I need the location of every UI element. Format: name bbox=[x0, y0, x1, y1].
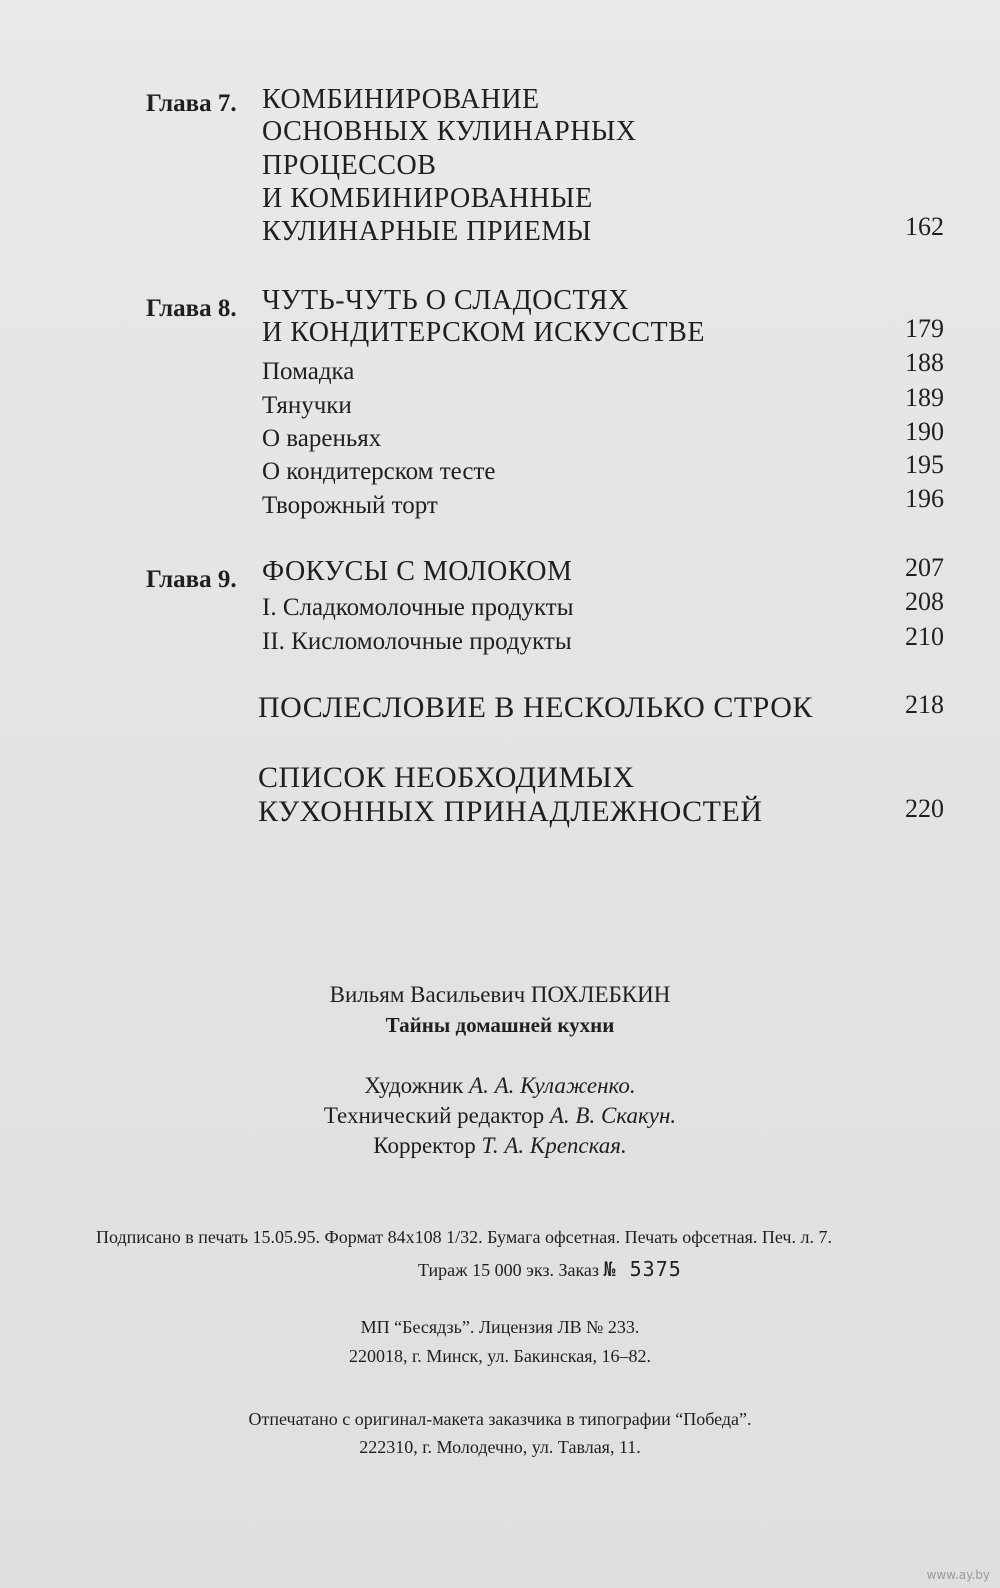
author-name: Вильям Васильевич ПОХЛЕБКИН bbox=[329, 982, 671, 1007]
credit-artist bbox=[0, 1073, 1000, 1099]
toc-item-sladkomolochnye-page: 208 bbox=[905, 587, 944, 616]
print-info: Подписано в печать 15.05.95. Формат 84x108 1/32. Бумага офсетная. Печать офсетная. Печ. л. 7. bbox=[96, 1227, 832, 1247]
order-number-stamp: № 5375 bbox=[603, 1257, 682, 1281]
chapter-8-label: Глава 8. bbox=[146, 295, 237, 322]
publisher: МП “Бесядзь”. Лицензия ЛВ № 233. bbox=[360, 1317, 640, 1337]
run-info bbox=[418, 1257, 682, 1281]
credit-tech-editor bbox=[0, 1103, 1000, 1129]
toc-item-tvorozhny-tort-page: 196 bbox=[905, 484, 944, 513]
list-page: 220 bbox=[905, 794, 944, 823]
chapter-8-title-line-1: ЧУТЬ-ЧУТЬ О СЛАДОСТЯХ bbox=[262, 285, 629, 316]
toc-item-pomadka-page: 188 bbox=[905, 348, 944, 377]
chapter-7-title-line-5: КУЛИНАРНЫЕ ПРИЕМЫ bbox=[262, 216, 592, 247]
chapter-7-page: 162 bbox=[905, 212, 944, 241]
toc-item-kislomolochnye: II. Кисломолочные продукты bbox=[262, 628, 572, 655]
toc-item-varenya: О вареньях bbox=[262, 425, 382, 452]
toc-item-kislomolochnye-page: 210 bbox=[905, 622, 944, 651]
toc-item-tyanuchki-page: 189 bbox=[905, 383, 944, 412]
run-info-text: Тираж 15 000 экз. Заказ bbox=[418, 1260, 600, 1280]
afterword-title: ПОСЛЕСЛОВИЕ В НЕСКОЛЬКО СТРОК bbox=[258, 691, 813, 724]
toc-item-konditerskoe-testo: О кондитерском тесте bbox=[262, 458, 496, 485]
toc-item-varenya-page: 190 bbox=[905, 417, 944, 446]
printer-address: 222310, г. Молодечно, ул. Тавлая, 11. bbox=[359, 1437, 641, 1457]
chapter-7-title-line-4: И КОМБИНИРОВАННЫЕ bbox=[262, 183, 593, 214]
printer-info: Отпечатано с оригинал-макета заказчика в типографии “Победа”. bbox=[248, 1409, 752, 1429]
chapter-8-page: 179 bbox=[905, 314, 944, 343]
credit-tech-editor-name: А. В. Скакун. bbox=[549, 1103, 677, 1128]
chapter-7-title-line-3: ПРОЦЕССОВ bbox=[262, 150, 437, 181]
list-title-line-2: КУХОННЫХ ПРИНАДЛЕЖНОСТЕЙ bbox=[258, 795, 763, 828]
chapter-7-title-line-2: ОСНОВНЫХ КУЛИНАРНЫХ bbox=[262, 116, 637, 147]
list-title-line-1: СПИСОК НЕОБХОДИМЫХ bbox=[258, 761, 635, 794]
chapter-9-label: Глава 9. bbox=[146, 566, 237, 593]
chapter-8-title-line-2: И КОНДИТЕРСКОМ ИСКУССТВЕ bbox=[262, 317, 705, 348]
toc-item-tvorozhny-tort: Творожный торт bbox=[262, 492, 438, 519]
credit-artist-name: А. А. Кулаженко. bbox=[469, 1073, 636, 1098]
watermark: www.ay.by bbox=[926, 1568, 990, 1582]
chapter-9-page: 207 bbox=[905, 553, 944, 582]
credit-tech-editor-role: Технический редактор bbox=[323, 1103, 545, 1128]
chapter-9-title: ФОКУСЫ С МОЛОКОМ bbox=[262, 556, 573, 587]
credit-proofreader-name: Т. А. Крепская. bbox=[481, 1133, 627, 1158]
book-title: Тайны домашней кухни bbox=[385, 1013, 615, 1037]
chapter-7-title-line-1: КОМБИНИРОВАНИЕ bbox=[262, 84, 540, 115]
credit-proofreader bbox=[0, 1133, 1000, 1159]
publisher-address: 220018, г. Минск, ул. Бакинская, 16–82. bbox=[348, 1346, 652, 1366]
toc-item-pomadka: Помадка bbox=[262, 358, 355, 385]
chapter-7-label: Глава 7. bbox=[146, 90, 237, 117]
afterword-page: 218 bbox=[905, 690, 944, 719]
credit-proofreader-role: Корректор bbox=[373, 1133, 476, 1158]
toc-item-konditerskoe-testo-page: 195 bbox=[905, 450, 944, 479]
toc-item-tyanuchki: Тянучки bbox=[262, 392, 352, 419]
credit-artist-role: Художник bbox=[364, 1073, 464, 1098]
toc-item-sladkomolochnye: I. Сладкомолочные продукты bbox=[262, 594, 574, 621]
